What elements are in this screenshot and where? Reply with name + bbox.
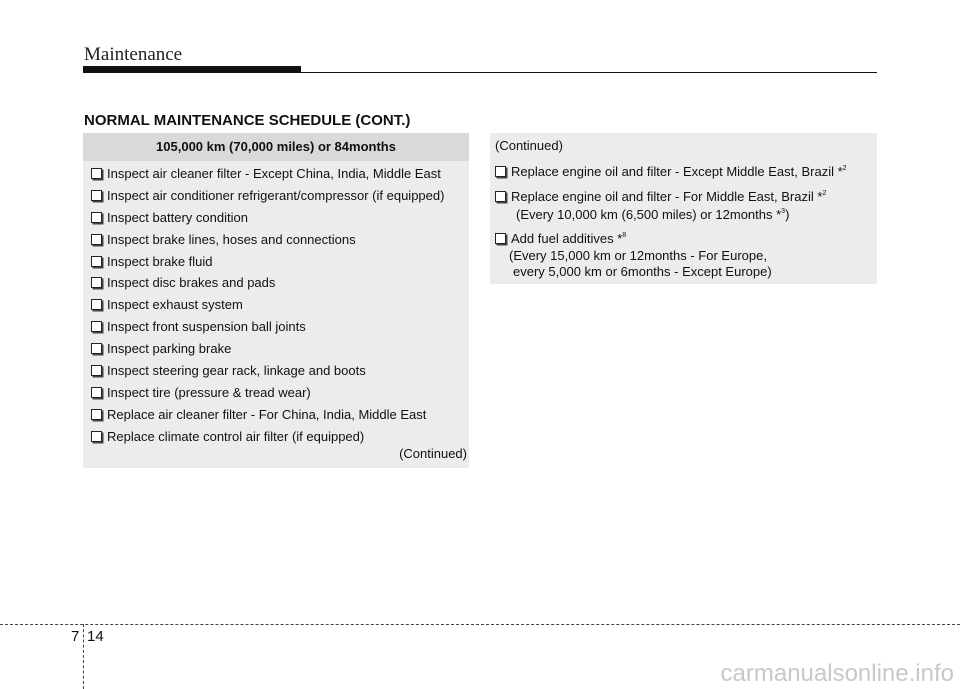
- interval-note: (Every 15,000 km or 12months - For Europe,: [509, 248, 767, 263]
- checkbox-icon: [91, 234, 102, 245]
- section-title: NORMAL MAINTENANCE SCHEDULE (CONT.): [84, 112, 411, 129]
- checkbox-icon: [495, 166, 506, 177]
- checkbox-icon: [91, 431, 102, 442]
- interval-note: every 5,000 km or 6months - Except Europe): [513, 264, 772, 279]
- list-item: Inspect air cleaner filter - Except China, India, Middle East: [91, 163, 444, 185]
- list-item: Inspect exhaust system: [91, 294, 444, 316]
- schedule-box-left: [83, 133, 469, 468]
- checkbox-icon: [91, 387, 102, 398]
- list-item: Inspect brake fluid: [91, 251, 444, 273]
- page-header-title: Maintenance: [84, 44, 183, 65]
- list-item: Inspect steering gear rack, linkage and boots: [91, 360, 444, 382]
- list-item: Replace engine oil and filter - For Middle East, Brazil *$^2$: [495, 189, 826, 204]
- checkbox-icon: [495, 233, 506, 244]
- footer-divider: [0, 624, 960, 625]
- footer-vertical-divider: [83, 624, 84, 689]
- checkbox-icon: [91, 256, 102, 267]
- checkbox-icon: [91, 409, 102, 420]
- list-item: Inspect front suspension ball joints: [91, 316, 444, 338]
- list-item: Replace air cleaner filter - For China, India, Middle East: [91, 404, 444, 426]
- checkbox-icon: [91, 277, 102, 288]
- schedule-box-right: [490, 133, 877, 284]
- continued-label: (Continued): [495, 138, 563, 153]
- list-item: Inspect battery condition: [91, 207, 444, 229]
- continued-label: (Continued): [399, 446, 467, 461]
- list-item: Replace climate control air filter (if equipped): [91, 426, 444, 448]
- list-item: Inspect parking brake: [91, 338, 444, 360]
- checkbox-icon: [91, 343, 102, 354]
- list-item: Inspect tire (pressure & tread wear): [91, 382, 444, 404]
- checkbox-icon: [91, 212, 102, 223]
- interval-heading: 105,000 km (70,000 miles) or 84months: [83, 133, 469, 161]
- list-item: Inspect brake lines, hoses and connections: [91, 229, 444, 251]
- list-item: Replace engine oil and filter - Except Middle East, Brazil *$^2$: [495, 164, 847, 179]
- page-number: 14: [87, 628, 104, 645]
- checkbox-icon: [91, 168, 102, 179]
- checkbox-icon: [91, 321, 102, 332]
- watermark: carmanualsonline.info: [720, 660, 954, 687]
- interval-note: (Every 10,000 km (6,500 miles) or 12months *$^3$): [516, 207, 790, 222]
- header-rule-thick: [83, 66, 301, 73]
- checklist: [91, 163, 444, 448]
- checkbox-icon: [91, 299, 102, 310]
- header-rule-thin: [301, 72, 877, 73]
- list-item: Add fuel additives *$^8$: [495, 231, 626, 246]
- checkbox-icon: [495, 191, 506, 202]
- chapter-number: 7: [71, 628, 80, 645]
- checkbox-icon: [91, 190, 102, 201]
- list-item: Inspect disc brakes and pads: [91, 272, 444, 294]
- list-item: Inspect air conditioner refrigerant/compressor (if equipped): [91, 185, 444, 207]
- checkbox-icon: [91, 365, 102, 376]
